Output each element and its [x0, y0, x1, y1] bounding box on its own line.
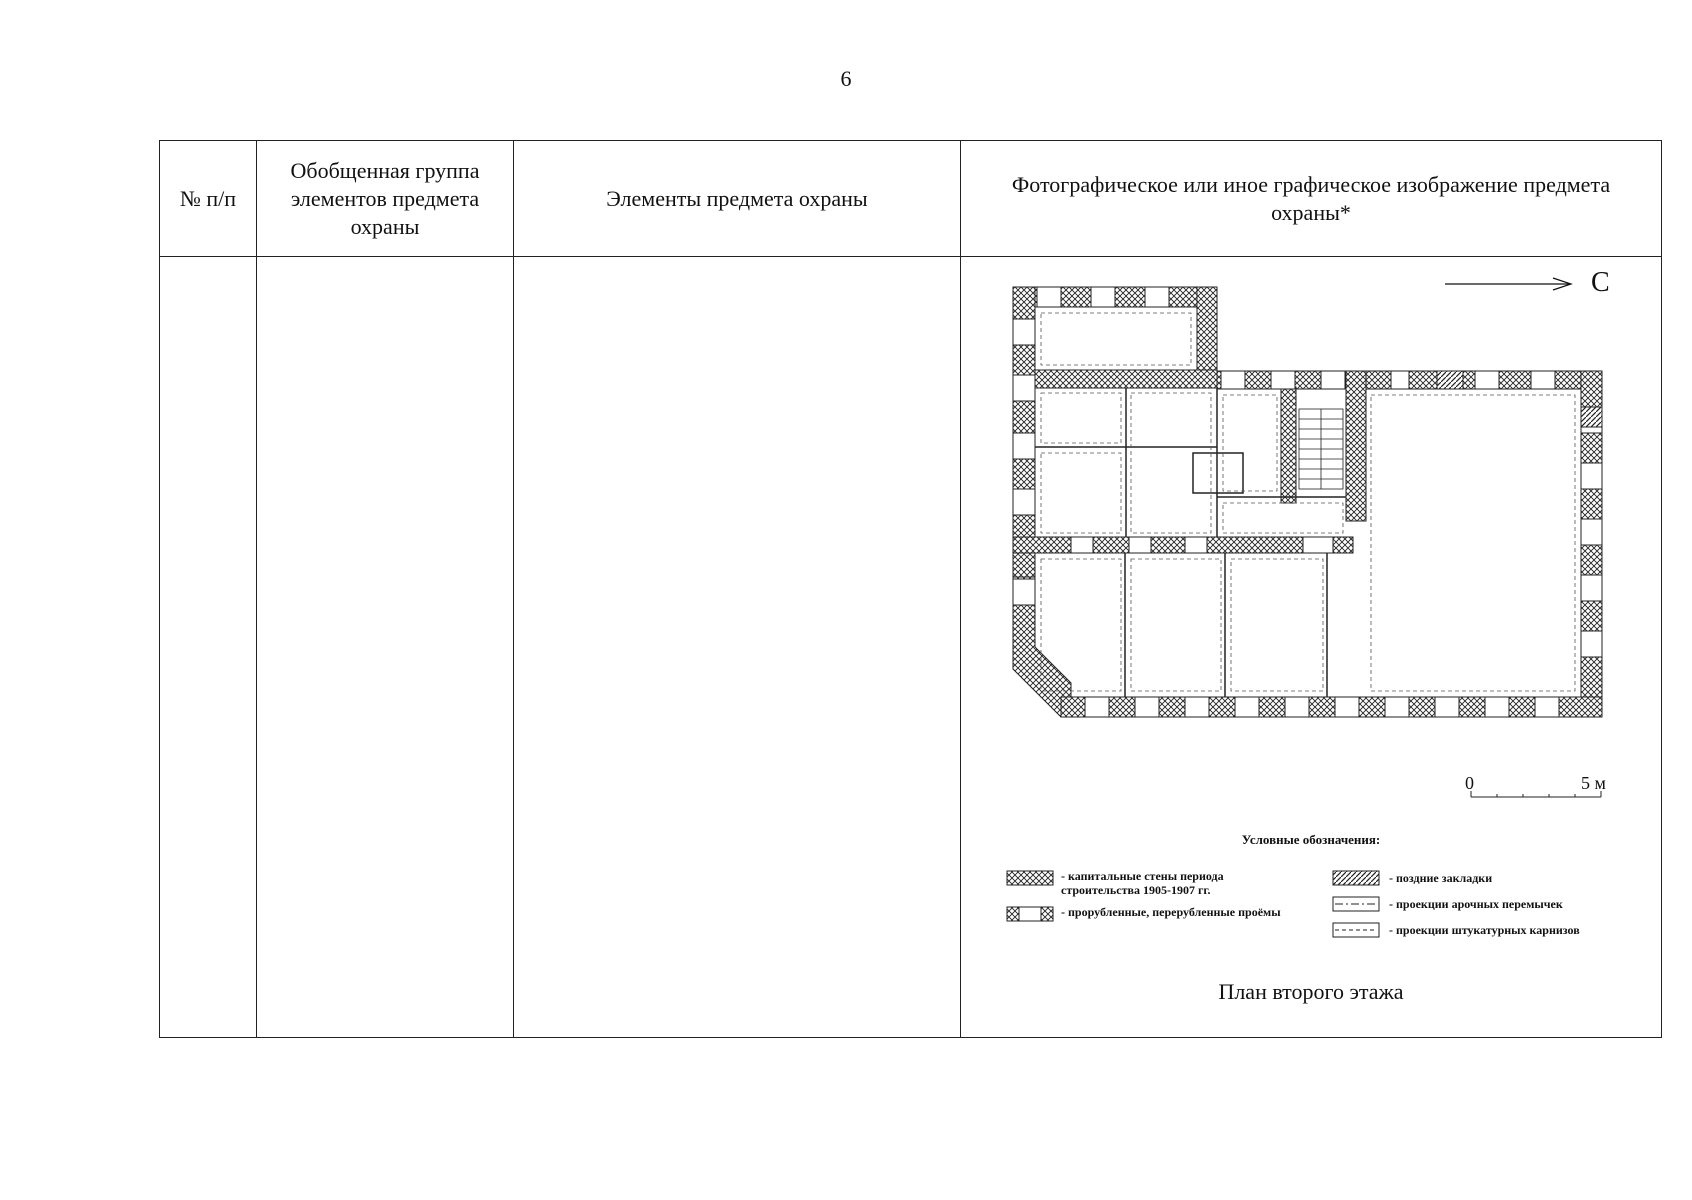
window-openings	[1013, 287, 1602, 717]
table-header-row	[160, 141, 1662, 257]
legend-arch-projections: - проекции арочных перемычек	[1389, 897, 1563, 911]
cell-image	[961, 257, 1662, 1038]
scale-end-label: 5 м	[1581, 773, 1606, 793]
header-group: Обобщенная группа элементов предмета охраны	[257, 141, 514, 257]
protection-table	[159, 140, 1662, 1038]
header-num: № п/п	[160, 141, 257, 257]
late-infill-mark	[1581, 407, 1602, 427]
legend-capital-walls: - капитальные стены периода строительства 1905-1907 гг.	[1061, 869, 1224, 897]
cell-group	[257, 257, 514, 1038]
floor-plan-figure	[961, 257, 1661, 1037]
header-image: Фотографическое или иное графическое изображение предмета охраны*	[961, 141, 1662, 257]
legend-cut-openings: - прорубленные, перерубленные проёмы	[1061, 905, 1281, 919]
staircase-icon	[1299, 409, 1343, 489]
legend-plaster-cornices: - проекции штукатурных карнизов	[1389, 923, 1580, 937]
plan-title: План второго этажа	[1218, 979, 1404, 1004]
cell-elements	[514, 257, 961, 1038]
capital-walls	[1013, 287, 1602, 717]
table-row	[160, 257, 1662, 1038]
header-elements: Элементы предмета охраны	[514, 141, 961, 257]
legend-swatch-capital	[1007, 871, 1053, 885]
north-arrow-icon	[1445, 278, 1571, 290]
legend-swatch-infill	[1333, 871, 1379, 885]
north-label: С	[1591, 267, 1610, 298]
scale-start-label: 0	[1465, 773, 1474, 793]
cell-num	[160, 257, 257, 1038]
legend-late-infill: - поздние закладки	[1389, 871, 1493, 885]
legend-title: Условные обозначения:	[1241, 832, 1381, 847]
page-number: 6	[840, 66, 852, 91]
late-infill-mark	[1437, 371, 1463, 389]
floor-plan-drawing	[961, 257, 1661, 1037]
